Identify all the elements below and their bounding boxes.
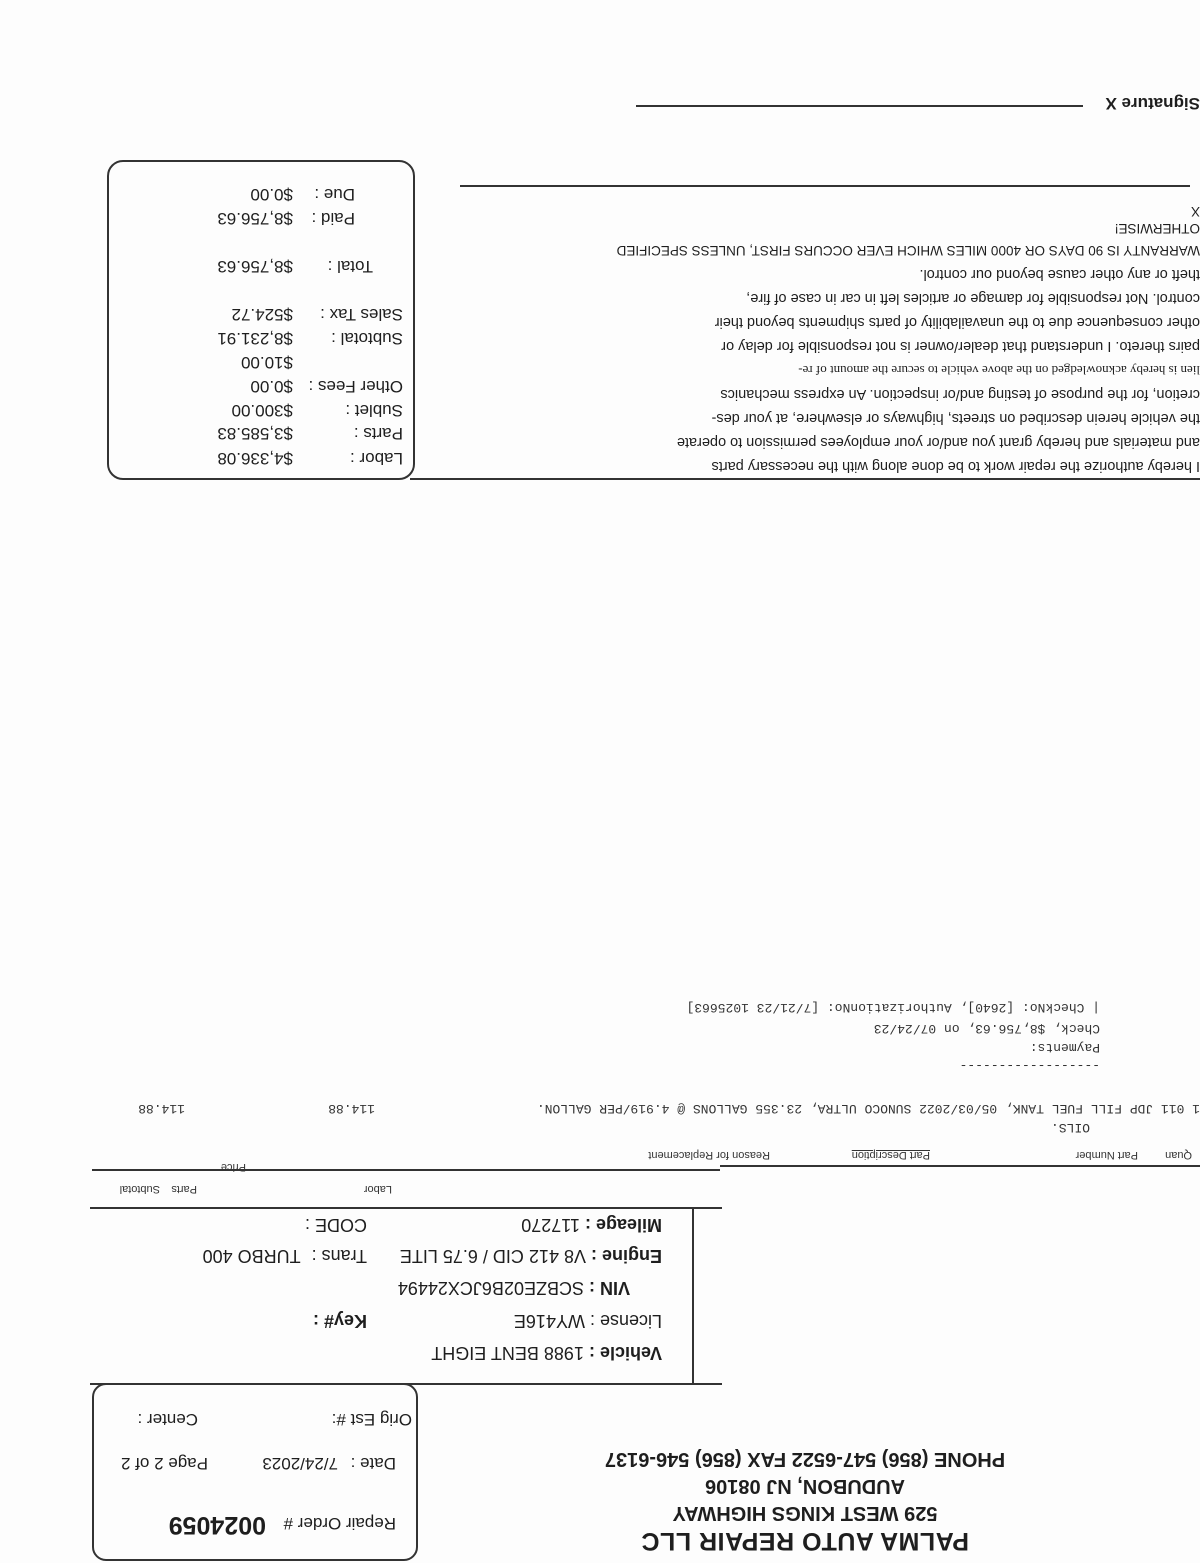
legal-line: control. Not responsible for damage or articles left in car in case of fire,	[746, 290, 1200, 306]
line-item-price: 114.88	[328, 1101, 375, 1116]
vehicle-info-box	[90, 1207, 722, 1385]
repair-order-label: Repair Order #	[283, 1514, 396, 1533]
legal-line: pairs thereto. I understand that dealer/owner is not responsible for delay or	[721, 338, 1200, 354]
page-indicator: Page 2 of 2	[121, 1454, 208, 1473]
key-label: Key# :	[312, 1311, 367, 1331]
vin-field	[398, 1277, 630, 1298]
date-value: 7/24/2023	[262, 1454, 338, 1473]
trans-field	[203, 1245, 367, 1266]
paid-value: $8,756.63	[217, 209, 293, 228]
col-header-parts: Parts	[171, 1183, 197, 1195]
due-value: $0.00	[250, 185, 293, 204]
line-item-description: 1 011 JDP FILL FUEL TANK, 05/03/2022 SUNOCO ULTRA, 23.355 GALLONS @ 4.919/PER GALLON.	[536, 1101, 1200, 1116]
col-header-labor: Labor	[363, 1183, 392, 1195]
col-header-part-description: Part Description	[851, 1149, 930, 1161]
header-rule-right	[92, 1169, 720, 1171]
legal-line: lien is hereby acknowledged on the above vehicle to secure the amount of re-	[798, 363, 1200, 378]
total-value: $8,756.63	[217, 257, 293, 276]
payment-check: Check, $8,756.63, on 07/24/23	[873, 1021, 1100, 1036]
payments-divider: ------------------	[959, 1058, 1100, 1073]
line-item	[100, 1101, 1200, 1116]
mileage-label: Mileage :	[584, 1215, 662, 1235]
paid-label: Paid :	[311, 209, 355, 228]
legal-line: the vehicle herein described on streets, highways or elsewhere, at your des-	[711, 410, 1200, 426]
signature-line[interactable]	[636, 106, 1083, 108]
signature-label: Signature X	[1105, 94, 1200, 113]
labor-value: $4,336.08	[217, 449, 293, 468]
legal-line: cretion, for the purpose of testing and/or inspection. An express mechanics	[720, 386, 1200, 402]
company-phone: PHONE (856) 547-6522 FAX (856) 546-6137	[604, 1448, 1006, 1470]
authorization-signature-line[interactable]	[460, 186, 1190, 188]
engine-label: Engine :	[591, 1246, 662, 1266]
company-name: PALMA AUTO REPAIR LLC	[640, 1527, 970, 1555]
line-item-subtotal: 114.88	[138, 1101, 185, 1116]
key-field	[313, 1310, 367, 1331]
license-label: License :	[589, 1311, 662, 1331]
engine-value: V8 412 CID / 6.75 LITE	[399, 1246, 586, 1266]
authorization-text	[410, 204, 1200, 478]
company-address: 529 WEST KINGS HIGHWAY	[672, 1502, 938, 1524]
section-oils: OILS.	[1050, 1120, 1090, 1135]
subtotal-label: Subtotal :	[331, 329, 403, 348]
company-city: AUDUBON, NJ 08106	[704, 1475, 906, 1497]
parts-value: $3,585.83	[217, 424, 293, 443]
vehicle-label: Vehicle :	[588, 1343, 662, 1363]
orig-est-label: Orig Est #:	[331, 1410, 412, 1429]
vehicle-value: 1988 BENT EIGHT	[431, 1343, 584, 1363]
company-header	[570, 1445, 1040, 1555]
vehicle-box-divider	[692, 1209, 694, 1383]
col-header-part-number: Part Number	[1075, 1149, 1138, 1161]
engine-field	[400, 1245, 662, 1266]
due-label: Due :	[314, 185, 355, 204]
legal-line: other consequence due to the unavailability of parts shipments beyond their	[714, 314, 1200, 330]
repair-order-number: 0024059	[168, 1511, 266, 1539]
legal-line: and materials and hereby grant you and/or your employees permission to operate	[676, 434, 1200, 450]
mileage-field	[521, 1214, 662, 1235]
parts-label: Parts :	[353, 424, 403, 443]
trans-label: Trans :	[311, 1246, 367, 1266]
payment-detail: | CheckNo: [2640], AuthorizationNo: [7/21/23 1025663]	[686, 1000, 1100, 1015]
sales-tax-value: $524.72	[231, 305, 293, 324]
totals-box	[107, 160, 415, 480]
license-value: WY416E	[513, 1311, 585, 1331]
legal-top-rule	[410, 478, 1200, 480]
sublet-label: Sublet :	[345, 401, 403, 420]
subtotal-value: $8,231.91	[217, 329, 293, 348]
col-header-quan: Quan	[1165, 1149, 1192, 1161]
warranty-text: WARRANTY IS 90 DAYS OR 4000 MILES WHICH EVER OCCURS FIRST, UNLESS SPECIFIED	[616, 243, 1200, 258]
col-header-reason: Reason for Replacement	[648, 1149, 770, 1161]
total-label: Total :	[327, 257, 373, 276]
code-field	[305, 1214, 367, 1235]
payments-title: Payments:	[1029, 1040, 1100, 1055]
sales-tax-label: Sales Tax :	[320, 305, 403, 324]
misc-value: $10.00	[241, 353, 293, 372]
labor-label: Labor :	[350, 449, 403, 468]
vehicle-field	[431, 1342, 662, 1363]
other-fees-label: Other Fees :	[308, 377, 403, 396]
vin-value: SCBZE02B6JCX24494	[397, 1278, 584, 1298]
mileage-value: 117270	[521, 1215, 580, 1235]
header-rule-left	[720, 1165, 1200, 1167]
warranty-text-2: OTHERWISE!	[1114, 221, 1200, 236]
legal-line: theft or any other cause beyond our control.	[919, 266, 1200, 282]
other-fees-value: $0.00	[250, 377, 293, 396]
code-label: CODE :	[304, 1215, 367, 1235]
legal-line: I hereby authorize the repair work to be done along with the necessary parts	[711, 458, 1200, 474]
col-header-price: Price	[220, 1161, 246, 1173]
repair-order-box	[92, 1383, 418, 1561]
trans-value: TURBO 400	[202, 1246, 301, 1266]
authorization-x-mark: X	[1190, 204, 1200, 219]
license-field	[514, 1310, 662, 1331]
sublet-value: $300.00	[231, 401, 293, 420]
vin-label: VIN :	[588, 1278, 630, 1298]
col-header-subtotal: Subtotal	[119, 1183, 160, 1195]
date-label: Date :	[350, 1454, 396, 1473]
center-label: Center :	[137, 1410, 198, 1429]
